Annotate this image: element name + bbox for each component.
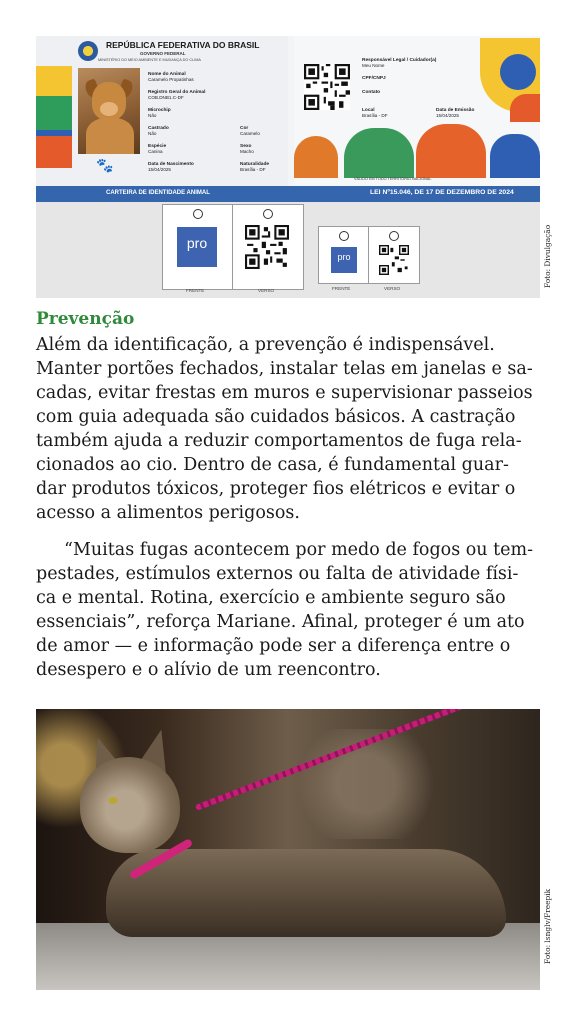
decor-yellow-block <box>36 66 72 96</box>
animal-id-card <box>36 36 540 196</box>
field-value: 15/04/2025 <box>148 167 171 173</box>
card-law-label: LEI Nº15.046, DE 17 DE DEZEMBRO DE 2024 <box>370 189 514 196</box>
body-line: “Muitas fugas acontecem por medo de fogos ou tem- <box>64 540 534 560</box>
field-label: Data de Nascimento <box>148 162 194 167</box>
card-back-side <box>294 36 540 186</box>
tag-front-small <box>318 226 370 284</box>
card-name-label: CARTEIRA DE IDENTIDADE ANIMAL <box>106 190 210 196</box>
logo-text: pro <box>337 252 351 262</box>
card-title: REPÚBLICA FEDERATIVA DO BRASIL <box>106 40 260 50</box>
field-value: COB.DNB1.C-DF <box>148 95 184 101</box>
body-line: acesso a alimentos perigosos. <box>36 503 300 523</box>
tag-hole <box>193 209 203 219</box>
photo-credit-top: Foto: Divulgação <box>543 224 552 288</box>
field-value: Caramelo Propatinhas <box>148 77 194 83</box>
body-line: ca e mental. Rotina, exercício e ambiente seguro são <box>36 588 506 608</box>
qr-code-icon <box>304 64 350 110</box>
card-footer-strip <box>36 186 540 202</box>
body-line: cadas, evitar frestas em muros e supervisionar passeios <box>36 383 533 403</box>
card-ministry: MINISTÉRIO DO MEIO AMBIENTE E MUDANÇA DO CLIMA <box>98 58 201 62</box>
field-value: Macho <box>240 149 254 155</box>
field-label: Local <box>362 108 375 113</box>
body-line: essenciais”, reforça Mariane. Afinal, proteger é um ato <box>36 612 525 632</box>
field-label: Microchip <box>148 108 171 113</box>
body-line: Além da identificação, a prevenção é indispensável. <box>36 335 495 355</box>
field-value: Brasília - DF <box>362 113 388 119</box>
decor-blue-circle <box>500 54 536 90</box>
tag-hole <box>339 231 349 241</box>
cat-body <box>106 849 506 937</box>
dog-photo <box>78 68 140 154</box>
card-front-side <box>36 36 288 186</box>
body-line: Manter portões fechados, instalar telas em janelas e sa- <box>36 359 533 379</box>
tag-front-caption: FRENTE <box>186 288 205 293</box>
brazil-coat-of-arms-icon <box>78 41 98 61</box>
field-value: Caramelo <box>240 131 260 137</box>
field-label: Espécie <box>148 144 167 149</box>
logo-subtext: Patinhas <box>338 273 350 277</box>
body-line: desespero e o alívio de um reencontro. <box>36 660 381 680</box>
qr-code-icon <box>379 245 409 275</box>
field-label: Contato <box>362 90 381 95</box>
field-label: Nome do Animal <box>148 72 186 77</box>
field-label: Castrado <box>148 126 169 131</box>
body-line: de amor — e informação pode ser a diferença entre o <box>36 636 511 656</box>
logo-subtext: Patinhas <box>189 271 205 275</box>
propatinhas-logo <box>331 247 357 277</box>
qr-code-icon <box>245 225 289 269</box>
field-value: Não <box>148 131 157 137</box>
tag-front-caption: FRENTE <box>332 286 351 291</box>
field-label: Sexo <box>240 144 252 149</box>
body-line: com guia adequada são cuidados básicos. A castração <box>36 407 516 427</box>
field-value: Meu Nome <box>362 63 385 69</box>
field-value: 15/04/2025 <box>436 113 459 119</box>
body-line: pestades, estímulos externos ou falta de atividade físi- <box>36 564 519 584</box>
field-value: Brasília - DF <box>240 167 266 173</box>
tag-back-caption: VERSO <box>384 286 401 291</box>
cat-on-leash-photo <box>36 709 540 990</box>
card-subtitle: GOVERNO FEDERAL <box>140 51 186 56</box>
id-card-figure <box>36 36 540 298</box>
field-label: Naturalidade <box>240 162 270 167</box>
cat-head <box>80 757 180 853</box>
tag-back-small <box>368 226 420 284</box>
tag-hole <box>389 231 399 241</box>
card-validity: VÁLIDO EM TODO TERRITÓRIO NACIONAL <box>354 177 432 181</box>
section-subhead: Prevenção <box>36 309 135 329</box>
field-label: Data de Emissão <box>436 108 475 113</box>
field-label: CPF/CNPJ <box>362 76 386 81</box>
body-line: também ajuda a reduzir comportamentos de fuga rela- <box>36 431 522 451</box>
cat-eye <box>108 797 118 804</box>
decor-orange-shape <box>510 94 540 122</box>
tag-back-large <box>232 204 304 290</box>
body-line: dar produtos tóxicos, proteger fios elétricos e evitar o <box>36 479 516 499</box>
paw-icon: 🐾 <box>96 158 114 174</box>
cat-silhouettes <box>294 124 540 178</box>
decor-orange-block <box>36 136 72 168</box>
field-label: Cor <box>240 126 249 131</box>
field-label: Registro Geral do Animal <box>148 90 206 95</box>
tag-back-caption: VERSO <box>258 288 275 293</box>
field-label: Responsável Legal / Cuidador(a) <box>362 58 437 63</box>
decor-green-block <box>36 96 72 130</box>
logo-text: pro <box>186 235 208 251</box>
field-value: Não <box>148 113 157 119</box>
photo-credit-bottom: Foto: lsnglv/Freepik <box>543 888 552 964</box>
tag-hole <box>263 209 273 219</box>
field-value: Canina <box>148 149 163 155</box>
body-line: cionados ao cio. Dentro de casa, é fundamental guar- <box>36 455 509 475</box>
tag-front-large <box>162 204 234 290</box>
propatinhas-logo <box>177 227 217 275</box>
